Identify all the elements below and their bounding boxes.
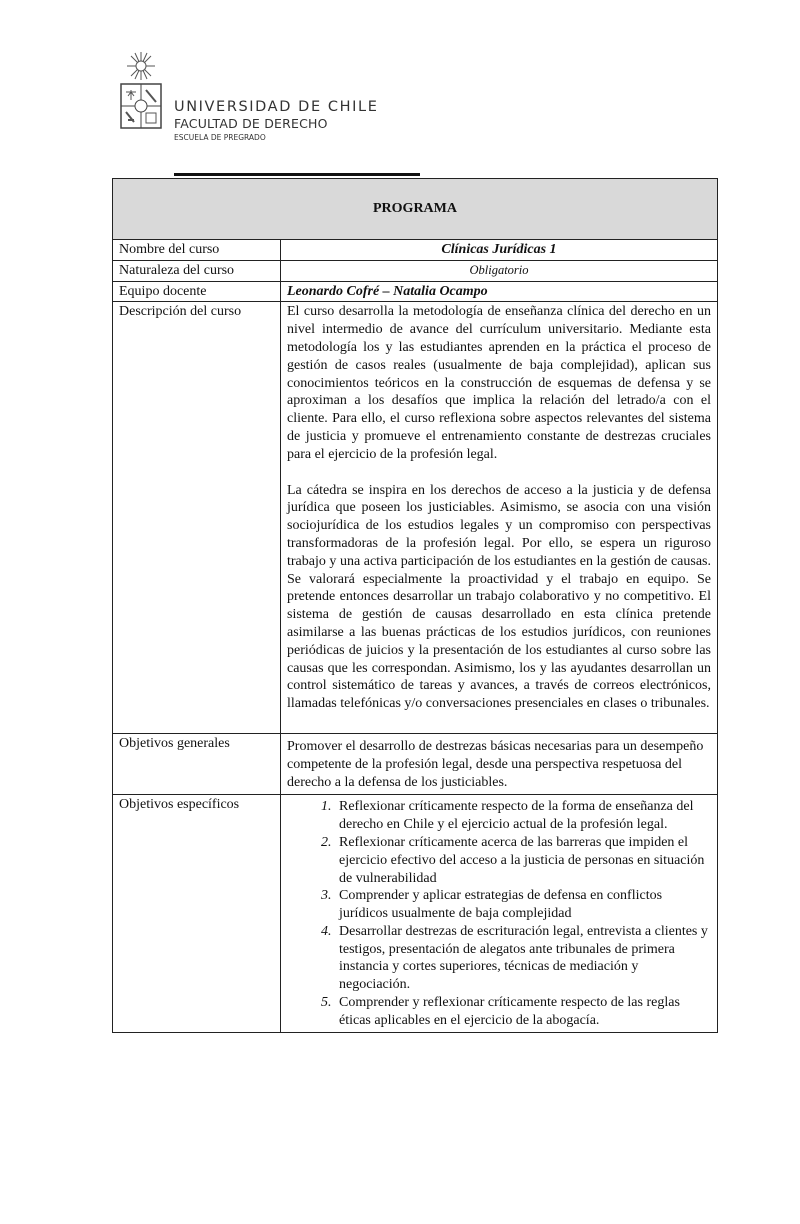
table-row [113,302,718,734]
row-label: Naturaleza del curso [113,260,281,281]
faculty-name: FACULTAD DE DERECHO [174,116,328,131]
objectives-list [287,798,711,1029]
course-nature: Obligatorio [281,260,718,281]
description-paragraph: El curso desarrolla la metodología de enseñanza clínica del derecho en un nivel intermedio de avance del currículum universitario. Mediante esta metodología los y las estudiantes aprenden en la práctica el proceso de gestión de casos reales (usualmente de baja complejidad), aplican sus conocimientos teóricos en la construcción de esquemas de defensa y se aproximan a los desafíos que implica la relación del letrado/a con el cliente. Para ello, el curso reflexiona sobre aspectos relevantes del sistema de justicia y promueve el entrenamiento constante de destrezas cruciales para el ejercicio de la profesión legal. [287,304,711,462]
table-row [113,281,718,302]
table-row [113,795,718,1032]
specific-objectives [281,795,718,1032]
table-row [113,733,718,794]
program-table [112,178,718,1033]
university-name: UNIVERSIDAD DE CHILE [174,99,379,115]
list-item: 4. Desarrollar destrezas de escrituración legal, entrevista a clientes y testigos, presentación de alegatos ante tribunales de primera instancia y cortes superiores, técnicas de mediación y negociación. [335,923,711,994]
row-label: Nombre del curso [113,240,281,261]
university-crest-icon [118,50,164,130]
row-label: Descripción del curso [113,302,281,734]
school-name: ESCUELA DE PREGRADO [174,133,266,142]
university-logo [118,50,379,142]
row-label: Equipo docente [113,281,281,302]
table-title: PROGRAMA [113,179,718,240]
general-objectives [281,733,718,794]
logo-divider [174,173,420,176]
table-header-row [113,179,718,240]
list-item: 5. Comprender y reflexionar críticamente respecto de las reglas éticas aplicables en el ejercicio de la abogacía. [335,994,711,1030]
course-name: Clínicas Jurídicas 1 [281,240,718,261]
teaching-team: Leonardo Cofré – Natalia Ocampo [281,281,718,302]
row-label: Objetivos generales [113,733,281,794]
course-description [281,302,718,734]
list-item: 2. Reflexionar críticamente acerca de las barreras que impiden el ejercicio efectivo del acceso a la justicia de personas en situación de vulnerabilidad [335,834,711,887]
list-item: 3. Comprender y aplicar estrategias de defensa en conflictos jurídicos usualmente de baja complejidad [335,887,711,923]
table-row [113,240,718,261]
general-objectives-text: Promover el desarrollo de destrezas básicas necesarias para un desempeño competente de la profesión legal, desde una perspectiva respetuosa del derecho a la defensa de los justiciables. [287,738,704,790]
description-paragraph: La cátedra se inspira en los derechos de acceso a la justicia y de defensa jurídica que poseen los justiciables. Asimismo, se asocia con una visión sociojurídica de los estudios legales y un compromiso con perspectivas transformadoras de la profesión legal. Por ello, se espera un riguroso trabajo y una activa participación de los estudiantes en la gestión de causas. Se valorará especialmente la proactividad y el trabajo en equipo. Se pretende entonces desarrollar un trabajo colaborativo y no competitivo. El sistema de gestión de causas desarrollado en esta clínica pretende asimilarse a las buenas prácticas de los estudios jurídicos, con reuniones periódicas de juicios y la presentación de los estudiantes al curso sobre las causas que les correspondan. Asimismo, los y las ayudantes desarrollan un control sistemático de tareas y avances, a través de correos electrónicos, llamadas telefónicas y/o conversaciones presenciales en clases o tribunales. [287,482,711,712]
list-item: 1. Reflexionar críticamente respecto de la forma de enseñanza del derecho en Chile y el ejercicio actual de la profesión legal. [335,798,711,834]
table-row [113,260,718,281]
row-label: Objetivos específicos [113,795,281,1032]
